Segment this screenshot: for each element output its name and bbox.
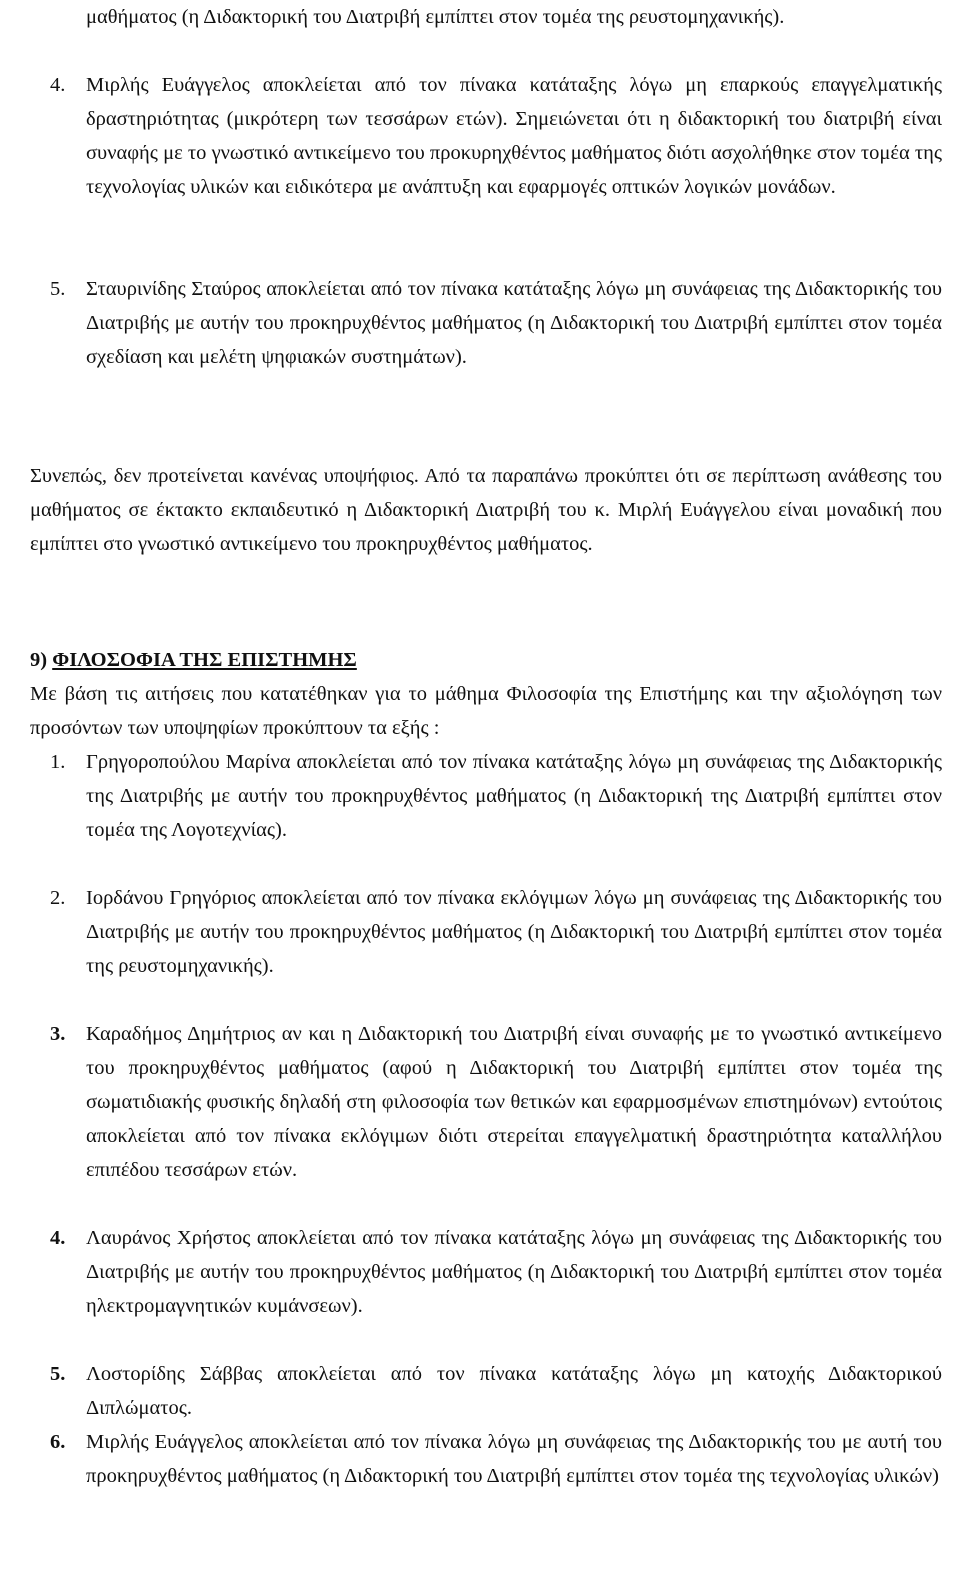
list-item-text: Ιορδάνου Γρηγόριος αποκλείεται από τον πίνακα εκλόγιμων λόγω μη συνάφειας της Διδακτορικής του Διατριβής με αυτήν του προκηρυχθέντος μαθήματος (η Διδακτορική του Διατριβή εμπίπτει στον τομέα της ρευστομηχανικής). <box>86 887 942 977</box>
list-item-text: Μιρλής Ευάγγελος αποκλείεται από τον πίνακα κατάταξης λόγω μη επαρκούς επαγγελματικής δραστηριότητας (μικρότερη των τεσσάρων ετών). Σημειώνεται ότι η διδακτορική του διατριβή είναι συναφής με το γνωστικό αντικείμενο του προκυρηχθέντος μαθήματος διότι ασχολήθηκε στον τομέα της τεχνολογίας υλικών και ειδικότερα με ανάπτυξη και εφαρμογές οπτικών λογικών μονάδων. <box>86 74 942 198</box>
list-item-number: 5. <box>50 1363 66 1385</box>
intro-paragraph: Με βάση τις αιτήσεις που κατατέθηκαν για το μάθημα Φιλοσοφία της Επιστήμης και την αξιολόγηση των προσόντων των υποψηφίων προκύπτουν τα εξής : <box>30 683 942 739</box>
list-item-number: 4. <box>50 74 66 96</box>
section-number: 9) <box>30 649 48 671</box>
list-item-number: 2. <box>50 887 66 909</box>
list-item-text: Γρηγοροπούλου Μαρίνα αποκλείεται από τον πίνακα κατάταξης λόγω μη συνάφειας της Διδακτορικής της Διατριβής με αυτήν του προκηρυχθέντος μαθήματος (η Διδακτορική της Διατριβή εμπίπτει στον τομέα της Λογοτεχνίας). <box>86 751 942 841</box>
list-item-text: Σταυρινίδης Σταύρος αποκλείεται από τον πίνακα κατάταξης λόγω μη συνάφειας της Διδακτορικής του Διατριβής με αυτήν του προκηρυχθέντος μαθήματος (η Διδακτορική του Διατριβή εμπίπτει στον τομέα σχεδίαση και μελέτη ψηφιακών συστημάτων). <box>86 278 942 368</box>
list-item-number: 3. <box>50 1023 66 1045</box>
conclusion-paragraph: Συνεπώς, δεν προτείνεται κανένας υποψήφιος. Από τα παραπάνω προκύπτει ότι σε περίπτωση ανάθεσης του μαθήματος σε έκτακτο εκπαιδευτικό η Διδακτορική Διατριβή του κ. Μιρλή Ευάγγελου είναι μοναδική που εμπίπτει στο γνωστικό αντικείμενο του προκηρυχθέντος μαθήματος. <box>30 465 942 555</box>
list-item-text: Καραδήμος Δημήτριος αν και η Διδακτορική του Διατριβή είναι συναφής με το γνωστικό αντικείμενο του προκηρυχθέντος μαθήματος (αφού η Διδακτορική του Διατριβή εμπίπτει στον τομέα της σωματιδιακής φυσικής δηλαδή στη φιλοσοφία των θετικών και εφαρμοσμένων επιστημόνων) εντούτοις αποκλείεται από τον πίνακα εκλόγιμων διότι στερείται επαγγελματική δραστηριότητα καταλλήλου επιπέδου τεσσάρων ετών. <box>86 1023 942 1181</box>
list-item-text: Λοστορίδης Σάββας αποκλείεται από τον πίνακα κατάταξης λόγω μη κατοχής Διδακτορικού Διπλώματος. <box>86 1363 942 1419</box>
list-item-text: Λαυράνος Χρήστος αποκλείεται από τον πίνακα κατάταξης λόγω μη συνάφειας της Διδακτορικής του Διατριβής με αυτήν του προκηρυχθέντος μαθήματος (η Διδακτορική του Διατριβή εμπίπτει στον τομέα ηλεκτρομαγνητικών κυμάνσεων). <box>86 1227 942 1317</box>
list-item-number: 1. <box>50 751 66 773</box>
section-heading <box>30 643 357 677</box>
list-item-number: 6. <box>50 1431 66 1453</box>
list-item-number: 5. <box>50 278 66 300</box>
continuation-paragraph: μαθήματος (η Διδακτορική του Διατριβή εμπίπτει στον τομέα της ρευστομηχανικής). <box>86 6 785 28</box>
list-item-number: 4. <box>50 1227 66 1249</box>
section-title: ΦΙΛΟΣΟΦΙΑ ΤΗΣ ΕΠΙΣΤΗΜΗΣ <box>52 649 357 671</box>
list-item-text: Μιρλής Ευάγγελος αποκλείεται από τον πίνακα λόγω μη συνάφειας της Διδακτορικής του με αυτή του προκηρυχθέντος μαθήματος (η Διδακτορική του Διατριβή εμπίπτει στον τομέα της τεχνολογίας υλικών) <box>86 1431 942 1487</box>
